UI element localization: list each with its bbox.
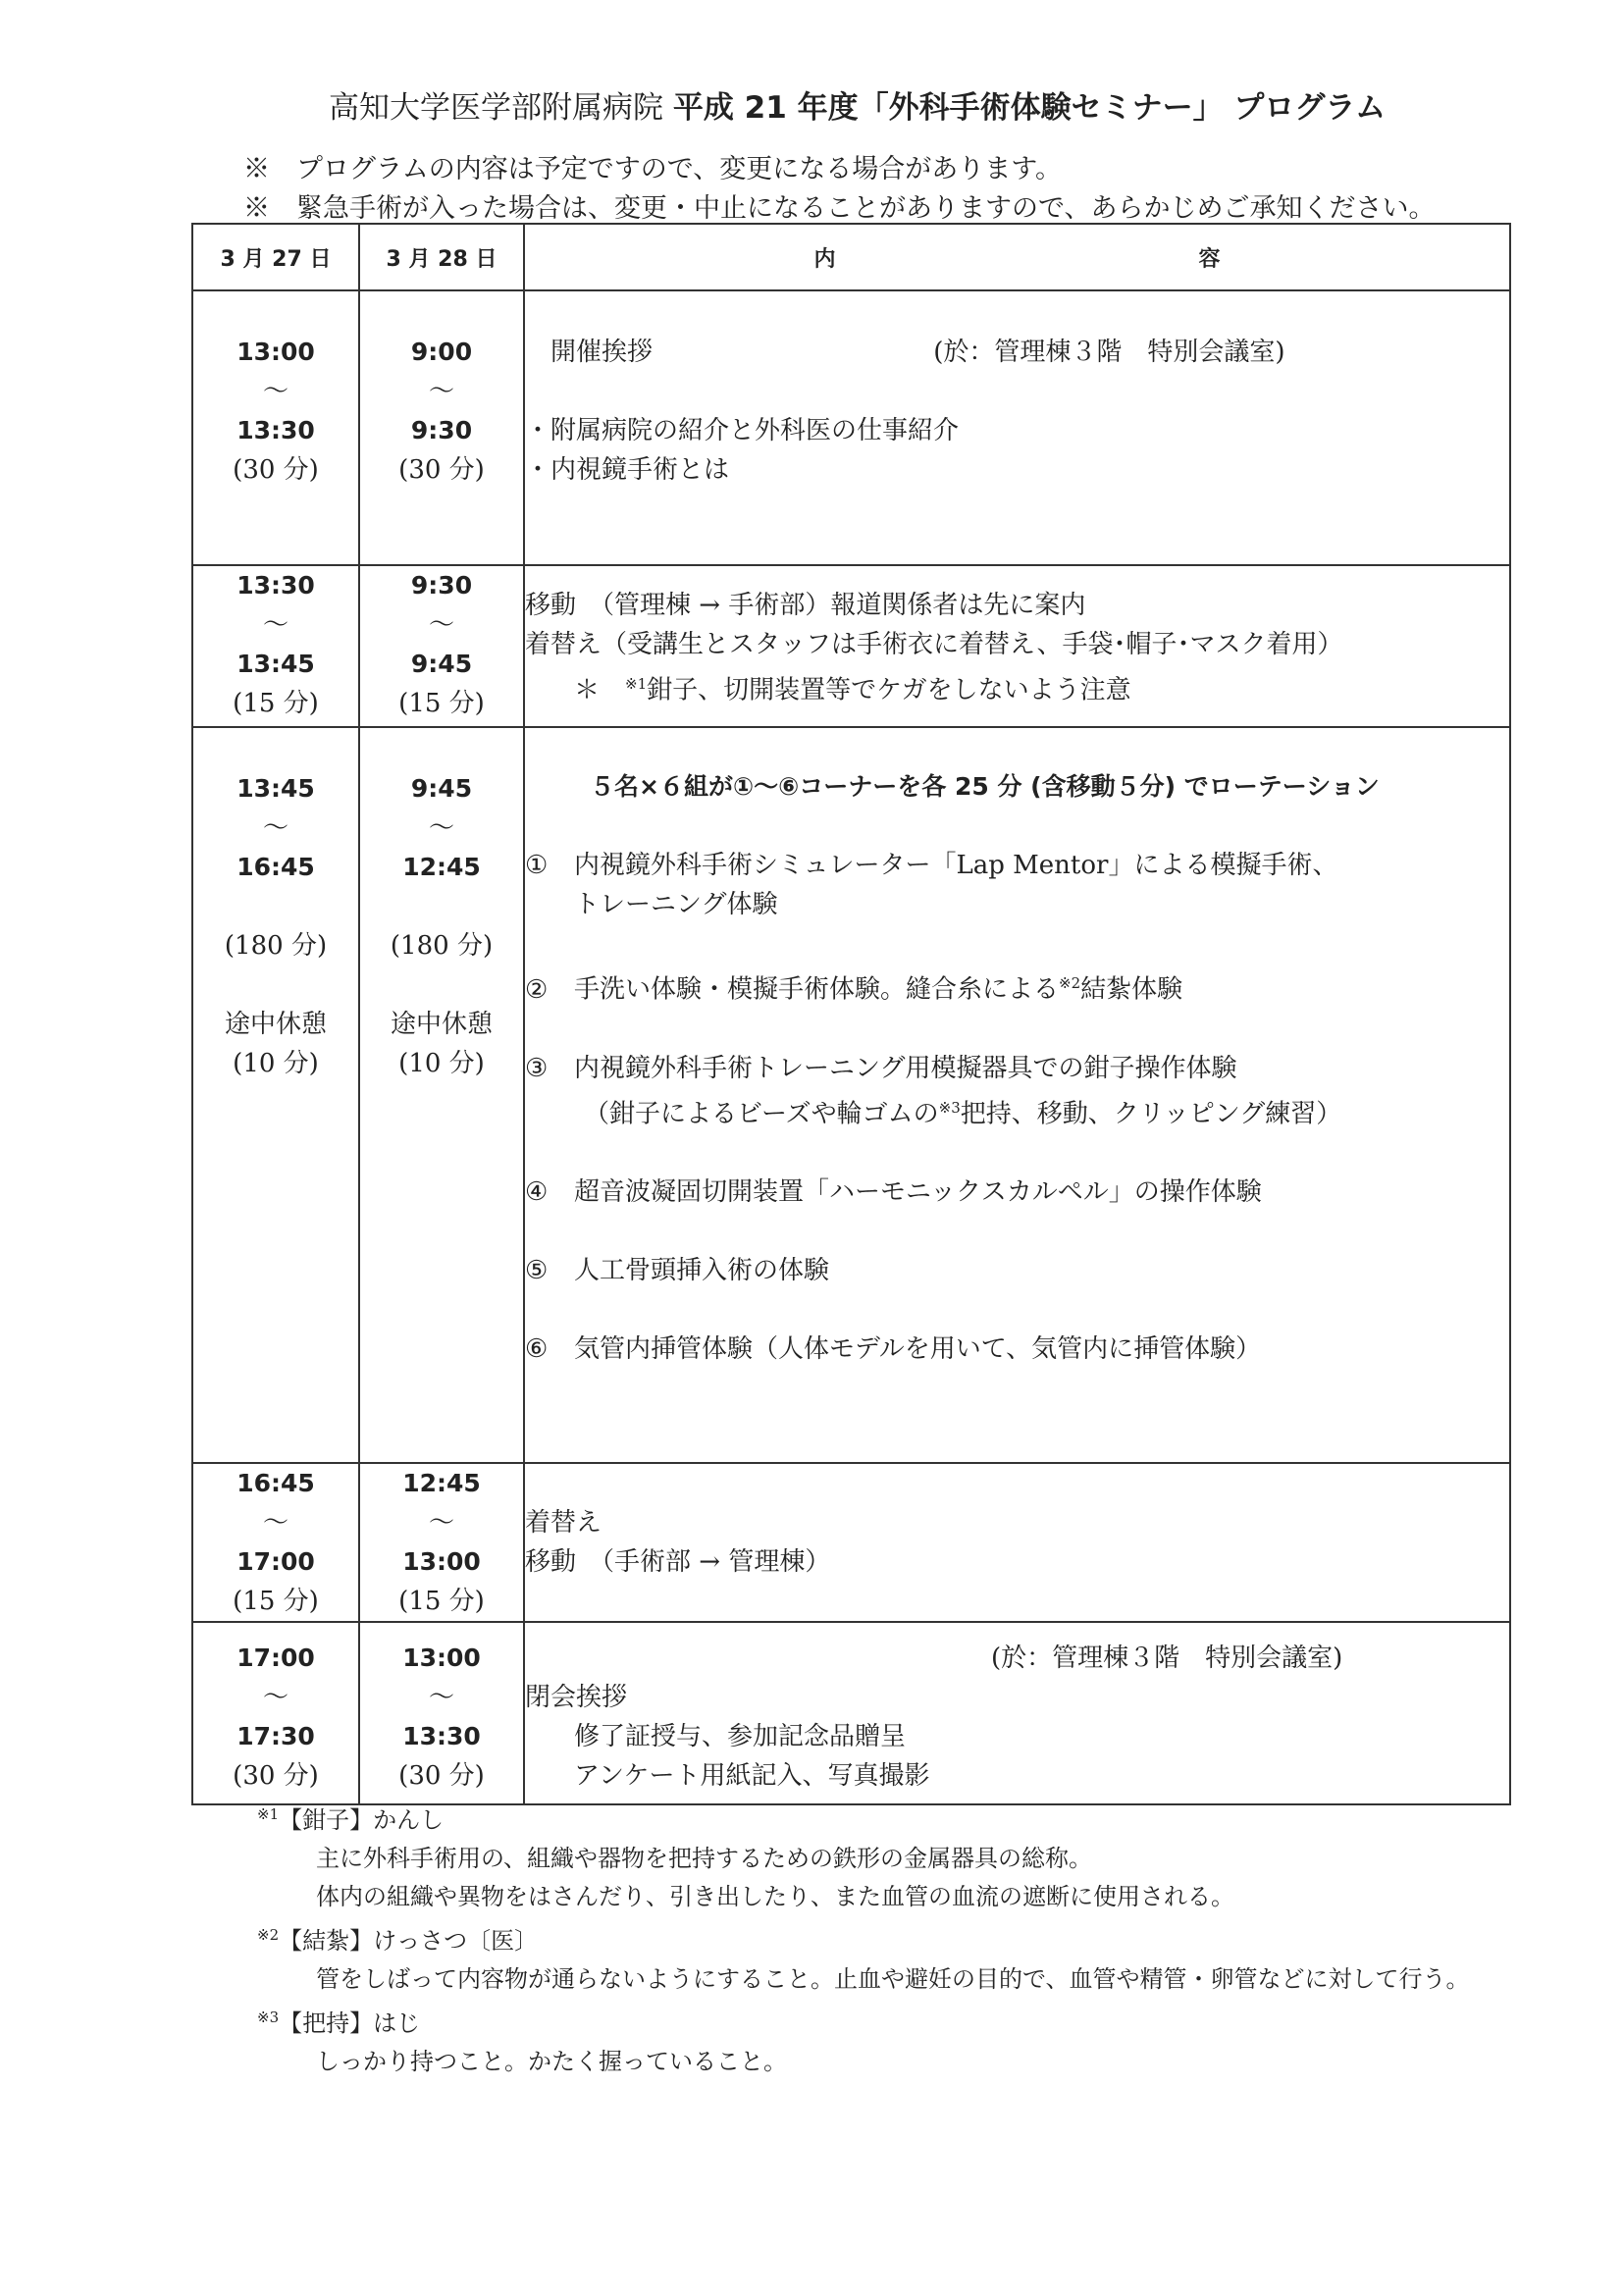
rotation-heading: ５名×６組が①～⑥コーナーを各 25 分 (含移動５分) でローテーション	[590, 772, 1380, 801]
time-start: 13:30	[236, 571, 315, 600]
time-start: 12:45	[402, 1469, 481, 1497]
caution-text: 鉗子、切開装置等でケガをしないよう注意	[647, 675, 1131, 705]
break-duration: (10 分)	[233, 1049, 319, 1078]
table-header-row	[192, 224, 1510, 290]
table-row	[192, 727, 1510, 1463]
time-cell-day1	[192, 1463, 359, 1622]
time-duration: (30 分)	[398, 455, 485, 485]
time-sep: ～	[262, 377, 288, 406]
footnote-3: $^{※3}$【把持】はじ	[257, 2009, 421, 2037]
time-end: 13:30	[402, 1722, 481, 1750]
time-duration: (15 分)	[233, 1587, 319, 1616]
footnote-ref: ※1	[625, 675, 648, 693]
time-start: 9:45	[410, 774, 473, 803]
caution-line	[525, 664, 1509, 710]
corner-1-cont: トレーニング体験	[574, 890, 778, 919]
time-start: 16:45	[236, 1469, 315, 1497]
closing-item-2: アンケート用紙記入、写真撮影	[574, 1761, 930, 1791]
time-end: 17:30	[236, 1722, 315, 1750]
corner-6: ⑥ 気管内挿管体験（人体モデルを用いて、気管内に挿管体験）	[525, 1334, 1262, 1365]
time-cell-day1	[192, 565, 359, 727]
content-cell	[524, 1463, 1510, 1622]
content-cell	[524, 565, 1510, 727]
closing-item-1: 修了証授与、参加記念品贈呈	[574, 1722, 907, 1751]
header-content-b: 容	[1198, 246, 1221, 272]
time-duration: (15 分)	[398, 1587, 485, 1616]
time-sep: ～	[428, 813, 454, 843]
opening-greeting: 開催挨拶	[550, 338, 654, 367]
time-cell-day2	[359, 1463, 524, 1622]
time-sep: ～	[428, 377, 454, 406]
break-duration: (10 分)	[398, 1049, 485, 1078]
time-sep: ～	[262, 610, 288, 640]
time-cell-day2	[359, 290, 524, 565]
location-label: (於：管理棟３階 特別会議室)	[933, 338, 1285, 367]
header-content-a: 内	[813, 246, 836, 272]
corner-2: ② 手洗い体験・模擬手術体験。縫合糸による$^{※2}$結紮体験	[525, 974, 1183, 1005]
time-end: 16:45	[236, 853, 315, 881]
time-start: 13:45	[236, 774, 315, 803]
footnote-ref: ※3	[938, 1098, 961, 1117]
time-end: 17:00	[236, 1547, 315, 1576]
time-sep: ～	[262, 1683, 288, 1712]
change-line: 着替え（受講生とスタッフは手術衣に着替え、手袋･帽子･マスク着用）	[525, 630, 1343, 659]
time-cell-day2	[359, 565, 524, 727]
schedule-table	[191, 223, 1511, 1805]
corner-3: ③ 内視鏡外科手術トレーニング用模擬器具での鉗子操作体験	[525, 1053, 1237, 1083]
move-line: 移動 （管理棟 → 手術部）報道関係者は先に案内	[525, 591, 1086, 620]
asterisk-mark: ＊	[574, 675, 626, 705]
time-duration: (15 分)	[233, 689, 319, 718]
time-cell-day2	[359, 727, 524, 1463]
institution-name: 高知大学医学部附属病院	[329, 90, 663, 126]
corner-3-cont: （鉗子によるビーズや輪ゴムの$^{※3}$把持、移動、クリッピング練習）	[584, 1098, 1342, 1129]
corner-4: ④ 超音波凝固切開装置「ハーモニックスカルペル」の操作体験	[525, 1177, 1262, 1208]
footnote-3-line: しっかり持つこと。かたく握っていること。	[316, 2048, 787, 2075]
table-row	[192, 290, 1510, 565]
table-row	[192, 1622, 1510, 1804]
corner-5: ⑤ 人工骨頭挿入術の体験	[525, 1256, 830, 1286]
footnote-1-line: 体内の組織や異物をはさんだり、引き出したり、また血管の血流の遮断に使用される。	[316, 1883, 1234, 1910]
location-label: (於：管理棟３階 特別会議室)	[991, 1644, 1343, 1673]
change-line: 着替え	[525, 1508, 602, 1538]
note-emergency: ※ 緊急手術が入った場合は、変更・中止になることがありますので、あらかじめご承知ください。	[243, 193, 1436, 224]
time-sep: ～	[428, 610, 454, 640]
move-line: 移動 （手術部 → 管理棟）	[525, 1547, 831, 1577]
time-sep: ～	[428, 1508, 454, 1538]
time-end: 9:30	[410, 416, 473, 444]
header-day2: 3 月 28 日	[359, 224, 524, 290]
closing-greeting: 閉会挨拶	[525, 1683, 628, 1712]
time-cell-day1	[192, 727, 359, 1463]
time-duration: (30 分)	[398, 1761, 485, 1791]
content-cell	[524, 727, 1510, 1463]
corner-1: ① 内視鏡外科手術シミュレーター「Lap Mentor」による模擬手術、	[525, 851, 1338, 880]
time-start: 17:00	[236, 1644, 315, 1672]
footnote-1: $^{※1}$【鉗子】かんし	[257, 1805, 445, 1834]
table-row	[192, 565, 1510, 727]
break-label: 途中休憩	[390, 1010, 493, 1039]
event-title: 平成 21 年度「外科手術体験セミナー」 プログラム	[672, 90, 1387, 126]
time-sep: ～	[262, 1508, 288, 1538]
time-start: 13:00	[402, 1644, 481, 1672]
time-end: 9:45	[410, 650, 473, 678]
time-duration: (30 分)	[233, 455, 319, 485]
time-cell-day1	[192, 290, 359, 565]
time-sep: ～	[428, 1683, 454, 1712]
time-end: 13:45	[236, 650, 315, 678]
footnotes	[257, 1796, 1470, 2081]
list-item: ・附属病院の紹介と外科医の仕事紹介	[525, 416, 960, 445]
note-schedule-change: ※ プログラムの内容は予定ですので、変更になる場合があります。	[243, 154, 1063, 184]
time-start: 13:00	[236, 338, 315, 366]
time-cell-day1	[192, 1622, 359, 1804]
time-cell-day2	[359, 1622, 524, 1804]
footnote-2: $^{※2}$【結紮】けっさつ〔医〕	[257, 1926, 539, 1955]
time-end: 13:00	[402, 1547, 481, 1576]
header-content	[524, 224, 1510, 290]
time-start: 9:00	[410, 338, 473, 366]
content-cell	[524, 290, 1510, 565]
footnote-1-line: 主に外科手術用の、組織や器物を把持するための鉄形の金属器具の総称。	[316, 1845, 1093, 1872]
time-duration: (30 分)	[233, 1761, 319, 1791]
footnote-ref: ※2	[1059, 974, 1081, 992]
footnote-2-line: 管をしばって内容物が通らないようにすること。止血や避妊の目的で、血管や精管・卵管などに対して行う。	[316, 1965, 1470, 1993]
time-duration: (180 分)	[390, 931, 494, 961]
time-end: 12:45	[402, 853, 481, 881]
time-duration: (15 分)	[398, 689, 485, 718]
header-day1: 3 月 27 日	[192, 224, 359, 290]
break-label: 途中休憩	[224, 1010, 327, 1039]
list-item: ・内視鏡手術とは	[525, 455, 730, 485]
time-end: 13:30	[236, 416, 315, 444]
table-row	[192, 1463, 1510, 1622]
page-title	[329, 82, 1506, 127]
time-start: 9:30	[410, 571, 473, 600]
content-cell	[524, 1622, 1510, 1804]
time-duration: (180 分)	[224, 931, 328, 961]
time-sep: ～	[262, 813, 288, 843]
